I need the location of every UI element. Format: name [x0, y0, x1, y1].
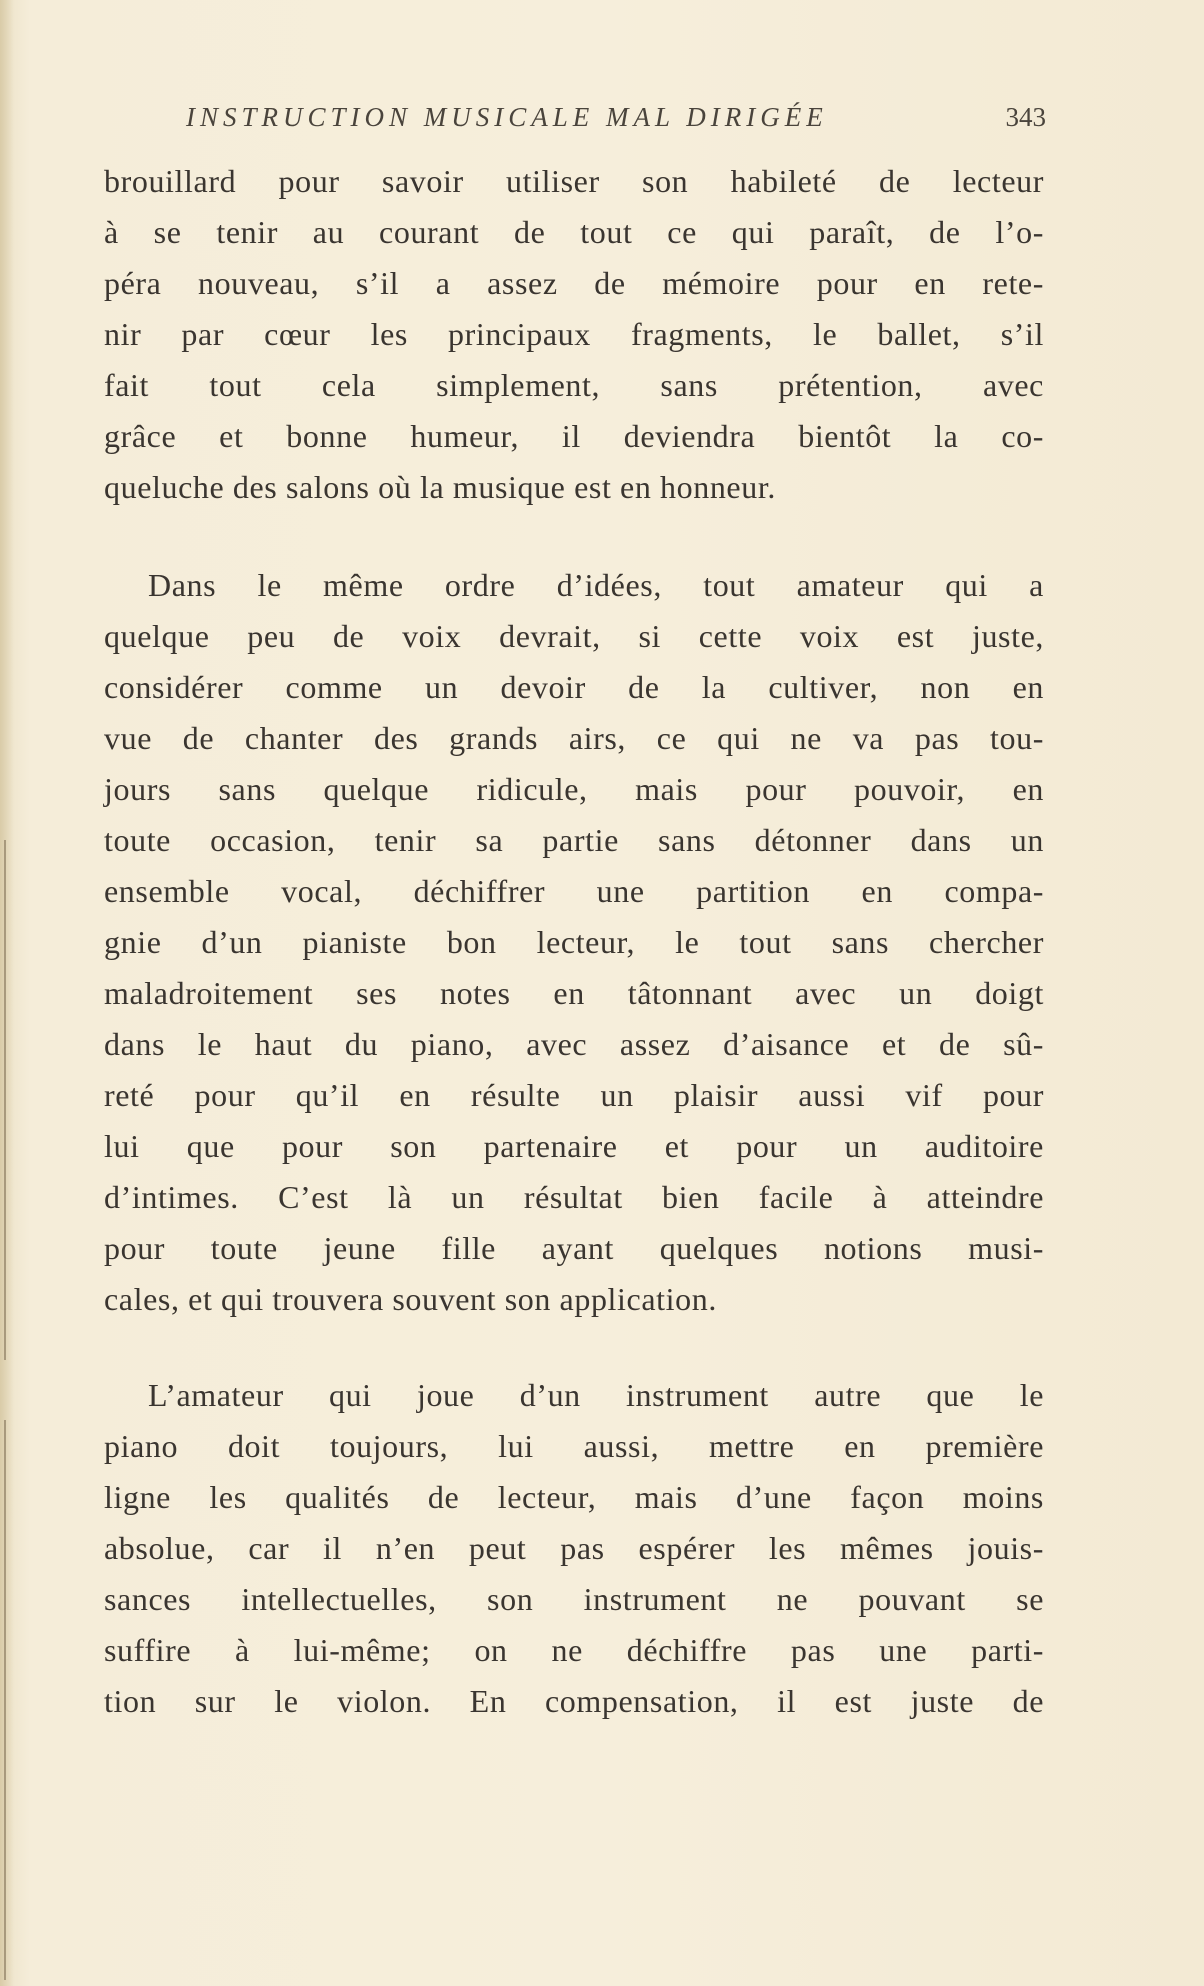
- text-line: L’amateur qui joue d’un instrument autre que le: [148, 1377, 1044, 1413]
- page-edge-mark: [4, 1420, 6, 1980]
- text-line: nir par cœur les principaux fragments, le ballet, s’il: [104, 316, 1044, 352]
- text-line: quelque peu de voix devrait, si cette voix est juste,: [104, 618, 1044, 654]
- text-line: tion sur le violon. En compensation, il est juste de: [104, 1683, 1044, 1719]
- text-line: considérer comme un devoir de la cultiver, non en: [104, 669, 1044, 705]
- text-line: toute occasion, tenir sa partie sans détonner dans un: [104, 822, 1044, 858]
- text-line: Dans le même ordre d’idées, tout amateur qui a: [148, 567, 1044, 603]
- text-line: sances intellectuelles, son instrument ne pouvant se: [104, 1581, 1044, 1617]
- text-line: reté pour qu’il en résulte un plaisir aussi vif pour: [104, 1077, 1044, 1113]
- text-line: à se tenir au courant de tout ce qui paraît, de l’o-: [104, 214, 1044, 250]
- text-line: ligne les qualités de lecteur, mais d’une façon moins: [104, 1479, 1044, 1515]
- text-line: gnie d’un pianiste bon lecteur, le tout sans chercher: [104, 924, 1044, 960]
- text-line: d’intimes. C’est là un résultat bien facile à atteindre: [104, 1179, 1044, 1215]
- page-number: 343: [1005, 102, 1046, 132]
- text-line: péra nouveau, s’il a assez de mémoire pour en rete-: [104, 265, 1044, 301]
- paragraph-1: [104, 156, 1044, 513]
- text-line: ensemble vocal, déchiffrer une partition en compa-: [104, 873, 1044, 909]
- text-line: jours sans quelque ridicule, mais pour pouvoir, en: [104, 771, 1044, 807]
- text-line: dans le haut du piano, avec assez d’aisance et de sû-: [104, 1026, 1044, 1062]
- text-line: grâce et bonne humeur, il deviendra bientôt la co-: [104, 418, 1044, 454]
- page-edge-mark: [4, 840, 6, 1360]
- text-line: queluche des salons où la musique est en honneur.: [104, 469, 776, 505]
- binding-shadow: [0, 0, 14, 1986]
- running-head: [186, 102, 1066, 142]
- text-line: pour toute jeune fille ayant quelques notions musi-: [104, 1230, 1044, 1266]
- text-line: vue de chanter des grands airs, ce qui ne va pas tou-: [104, 720, 1044, 756]
- text-line: fait tout cela simplement, sans prétention, avec: [104, 367, 1044, 403]
- running-title: INSTRUCTION MUSICALE MAL DIRIGÉE: [186, 102, 828, 132]
- text-line: absolue, car il n’en peut pas espérer les mêmes jouis-: [104, 1530, 1044, 1566]
- text-line: piano doit toujours, lui aussi, mettre en première: [104, 1428, 1044, 1464]
- text-line: maladroitement ses notes en tâtonnant avec un doigt: [104, 975, 1044, 1011]
- paragraph-2: [104, 560, 1044, 1325]
- text-line: brouillard pour savoir utiliser son habileté de lecteur: [104, 163, 1044, 199]
- text-line: lui que pour son partenaire et pour un auditoire: [104, 1128, 1044, 1164]
- paragraph-3: [104, 1370, 1044, 1727]
- text-line: cales, et qui trouvera souvent son application.: [104, 1281, 717, 1317]
- text-line: suffire à lui-même; on ne déchiffre pas une parti-: [104, 1632, 1044, 1668]
